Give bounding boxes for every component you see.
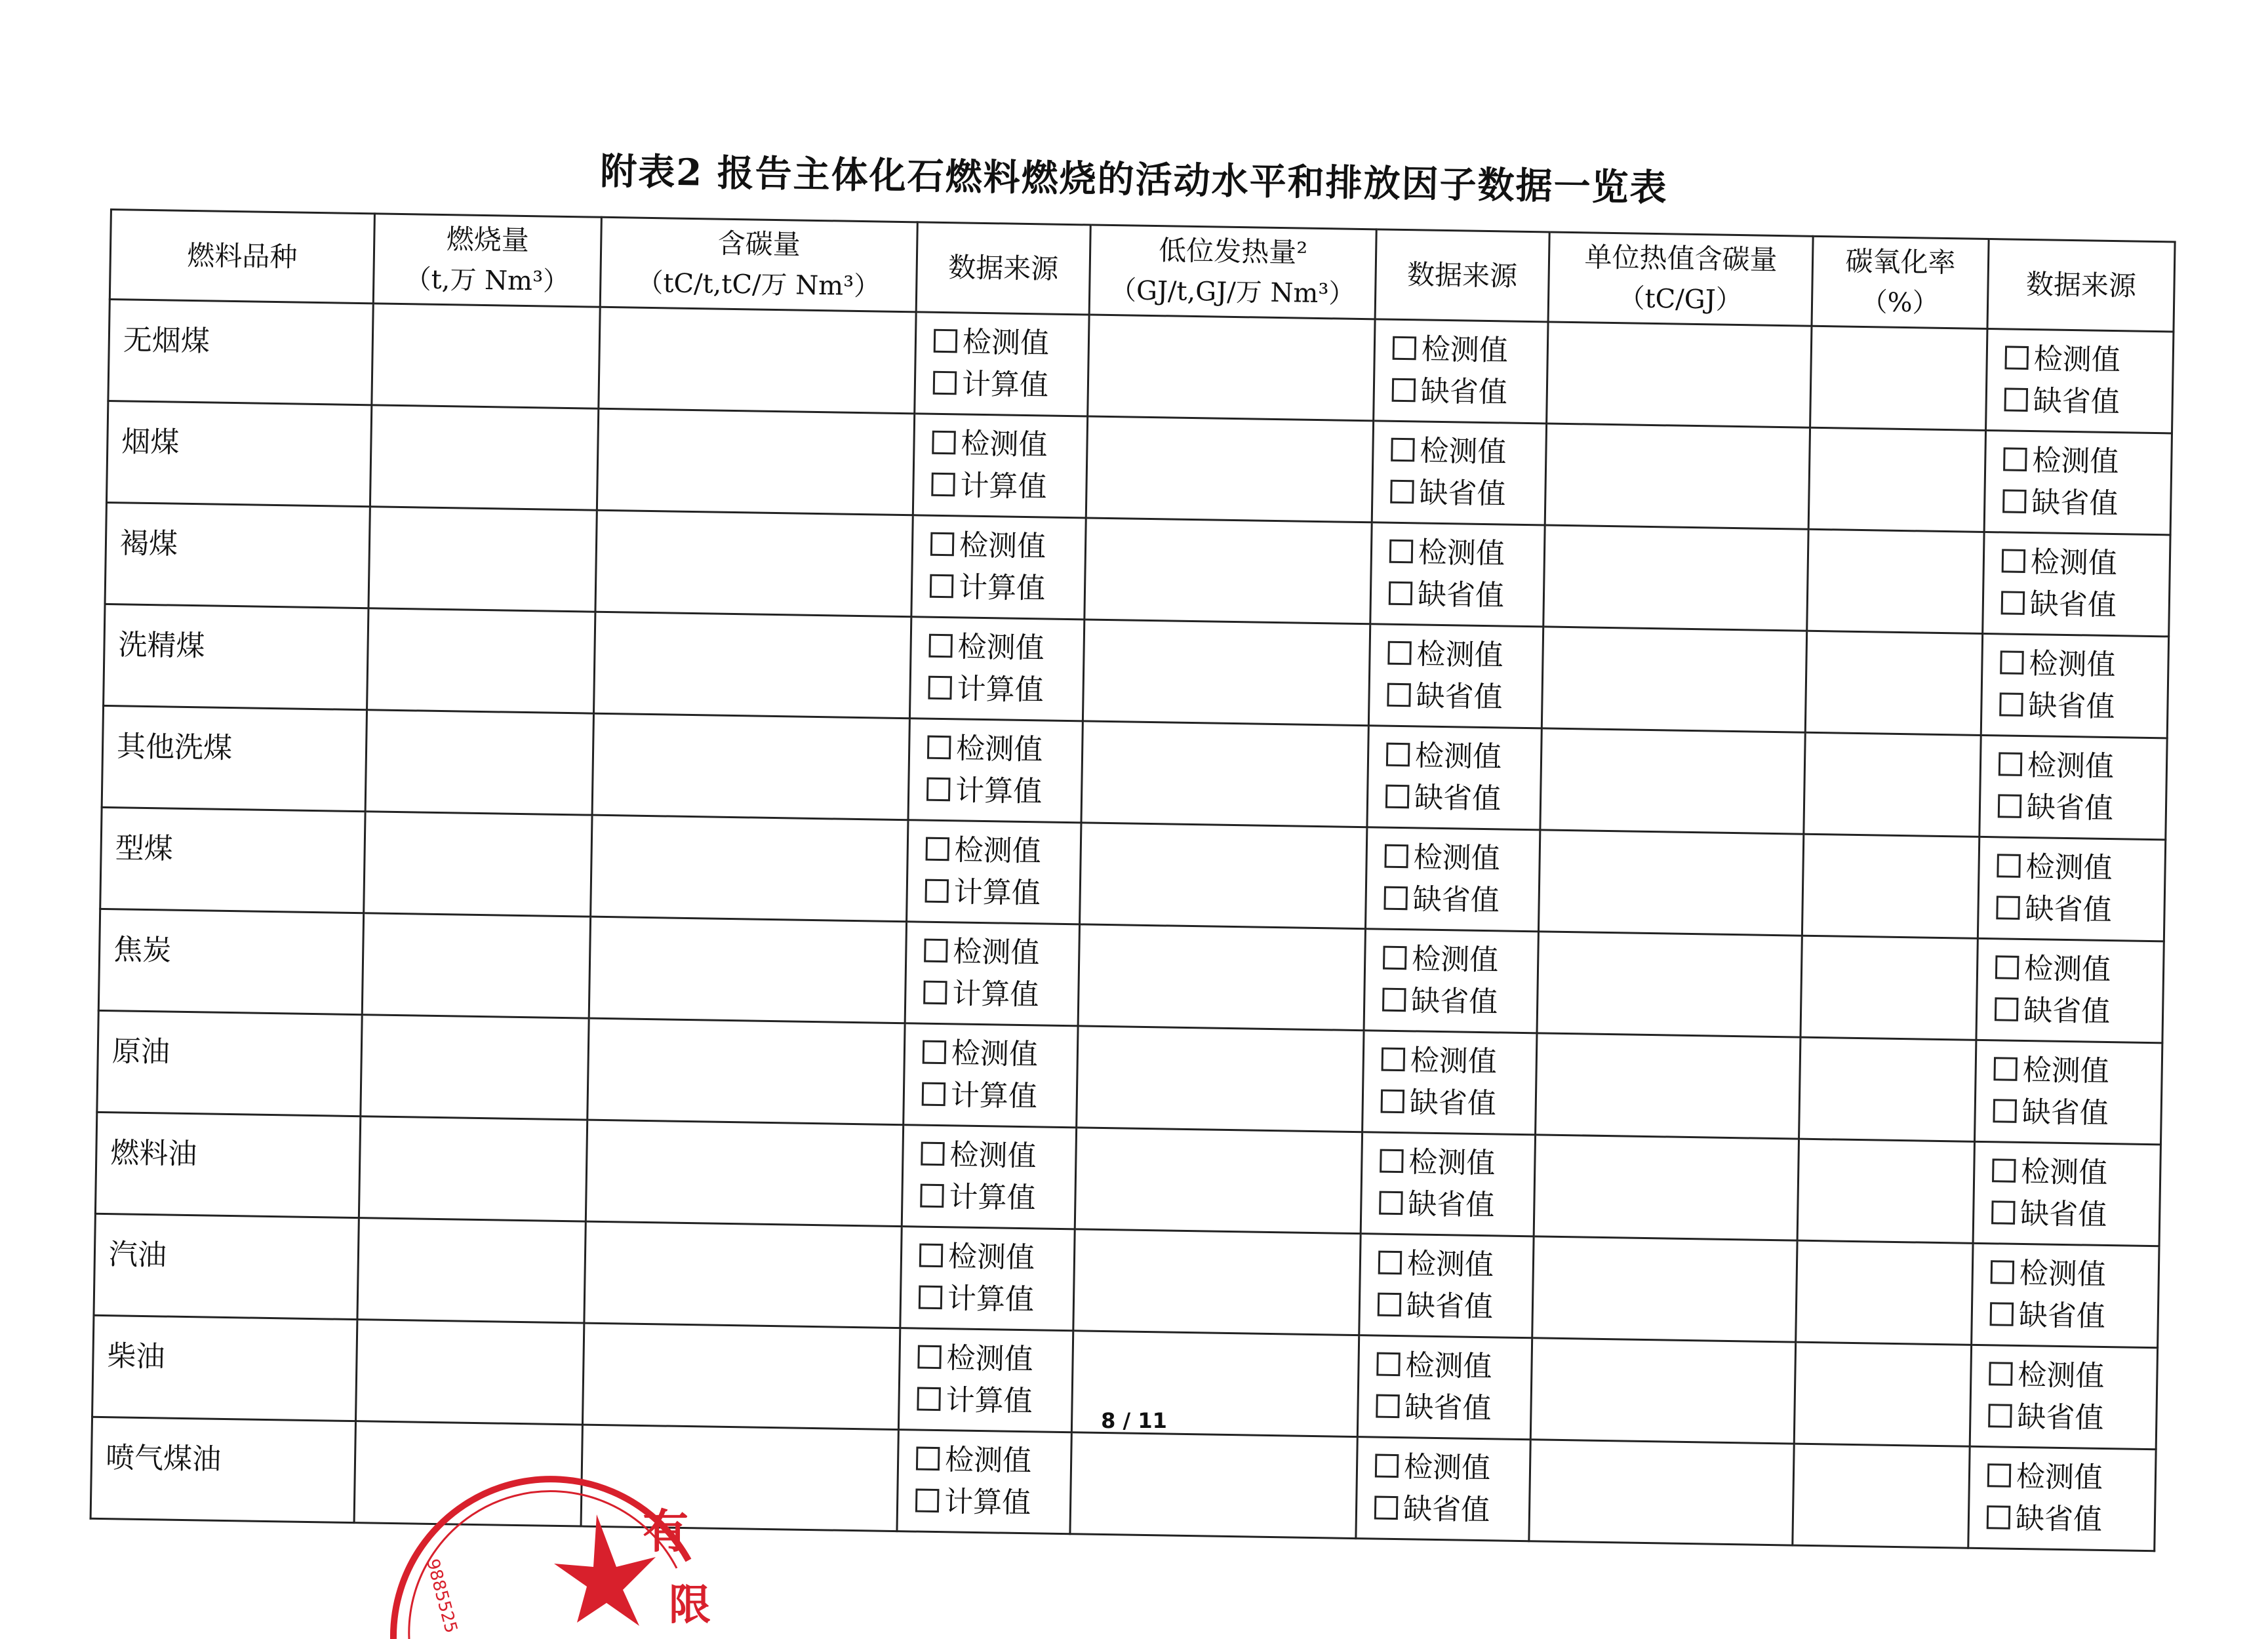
- option-measured[interactable]: 检测值: [1987, 1455, 2155, 1500]
- header-oxidation-rate: 碳氧化率 （%）: [1812, 236, 1989, 328]
- checkbox-icon[interactable]: [2003, 447, 2027, 471]
- header-carbon-per-heat: 单位热值含碳量 （tC/GJ）: [1548, 232, 1813, 326]
- checkbox-icon[interactable]: [928, 676, 952, 700]
- header-data-source-3: 数据来源: [1987, 239, 2175, 332]
- consumption-cell[interactable]: [357, 1218, 586, 1323]
- fuel-type-cell: 喷气煤油: [90, 1417, 355, 1522]
- option-calculated[interactable]: 计算值: [930, 566, 1084, 611]
- checkbox-icon[interactable]: [1390, 480, 1414, 504]
- option-calculated[interactable]: 计算值: [921, 1075, 1076, 1119]
- option-default[interactable]: 缺省值: [1390, 472, 1545, 517]
- red-seal-stamp: [380, 1469, 734, 1639]
- checkbox-icon[interactable]: [925, 879, 949, 903]
- consumption-cell[interactable]: [364, 812, 592, 917]
- oxidation-rate-cell[interactable]: [1805, 631, 1982, 735]
- option-measured[interactable]: 检测值: [925, 829, 1080, 874]
- carbon-content-cell[interactable]: [586, 1120, 903, 1227]
- seal-fragment-2: 限: [669, 1581, 711, 1630]
- emission-data-table: [90, 208, 2176, 1552]
- checkbox-icon[interactable]: [1379, 1191, 1403, 1215]
- oxidation-rate-cell[interactable]: [1793, 1444, 1970, 1548]
- checkbox-icon[interactable]: [1998, 794, 2022, 818]
- carbon-content-cell[interactable]: [589, 917, 906, 1023]
- carbon-per-heat-cell[interactable]: [1532, 1236, 1797, 1342]
- data-source-3-cell: [1972, 1243, 2159, 1347]
- data-source-2-cell: [1372, 421, 1546, 525]
- ncv-cell[interactable]: [1088, 315, 1375, 421]
- checkbox-icon[interactable]: [1380, 1149, 1404, 1174]
- option-measured[interactable]: 检测值: [1989, 1354, 2157, 1398]
- data-source-2-cell: [1356, 1437, 1530, 1541]
- checkbox-icon[interactable]: [1387, 683, 1411, 707]
- option-measured[interactable]: 检测值: [928, 626, 1083, 671]
- option-measured[interactable]: 检测值: [1993, 1049, 2161, 1094]
- checkbox-icon[interactable]: [1997, 854, 2021, 878]
- checkbox-icon[interactable]: [1389, 540, 1414, 564]
- option-default[interactable]: 缺省值: [2002, 481, 2170, 526]
- checkbox-icon[interactable]: [1987, 1463, 2012, 1488]
- consumption-cell[interactable]: [359, 1116, 587, 1221]
- data-source-2-cell: [1367, 726, 1542, 830]
- checkbox-icon[interactable]: [1391, 438, 1415, 462]
- option-measured[interactable]: 检测值: [1378, 1243, 1532, 1288]
- ncv-cell[interactable]: [1081, 721, 1368, 827]
- ncv-cell[interactable]: [1080, 823, 1367, 929]
- data-source-3-cell: [1980, 735, 2167, 839]
- ncv-cell[interactable]: [1084, 518, 1372, 624]
- carbon-per-heat-cell[interactable]: [1543, 525, 1808, 631]
- consumption-cell[interactable]: [362, 913, 590, 1018]
- data-source-3-cell: [1984, 430, 2172, 534]
- fuel-type-cell: 原油: [97, 1010, 362, 1116]
- option-default[interactable]: 缺省值: [1999, 684, 2167, 729]
- option-calculated[interactable]: 计算值: [917, 1379, 1071, 1424]
- option-measured[interactable]: 检测值: [1389, 532, 1543, 576]
- data-source-1-cell: [904, 1023, 1078, 1128]
- oxidation-rate-cell[interactable]: [1810, 326, 1987, 430]
- option-default[interactable]: 缺省值: [2000, 583, 2168, 627]
- checkbox-icon[interactable]: [2002, 549, 2026, 573]
- data-source-3-cell: [1986, 328, 2174, 433]
- option-default[interactable]: 缺省值: [1379, 1183, 1534, 1228]
- option-default[interactable]: 缺省值: [1383, 879, 1538, 923]
- ncv-cell[interactable]: [1083, 620, 1370, 726]
- option-default[interactable]: 缺省值: [1988, 1396, 2156, 1440]
- option-default[interactable]: 缺省值: [1376, 1387, 1530, 1431]
- data-source-1-cell: [915, 312, 1089, 416]
- fuel-type-cell: 柴油: [92, 1315, 357, 1421]
- checkbox-icon[interactable]: [920, 1184, 944, 1208]
- checkbox-icon[interactable]: [1384, 844, 1408, 869]
- oxidation-rate-cell[interactable]: [1802, 834, 1979, 938]
- table-title: 附表2 报告主体化石燃料燃烧的活动水平和排放因子数据一览表: [599, 149, 1669, 210]
- seal-fragment-1: 有: [643, 1504, 688, 1558]
- carbon-per-heat-cell[interactable]: [1545, 424, 1810, 529]
- checkbox-icon[interactable]: [1378, 1251, 1403, 1275]
- checkbox-icon[interactable]: [2001, 591, 2025, 615]
- checkbox-icon[interactable]: [1387, 641, 1412, 665]
- ncv-cell[interactable]: [1073, 1229, 1361, 1335]
- option-default[interactable]: 缺省值: [1388, 574, 1543, 618]
- option-default[interactable]: 缺省值: [1374, 1488, 1529, 1533]
- checkbox-icon[interactable]: [932, 431, 956, 455]
- data-source-3-cell: [1976, 938, 2164, 1042]
- checkbox-icon[interactable]: [1990, 1302, 2014, 1326]
- data-source-1-cell: [913, 414, 1087, 518]
- data-source-1-cell: [911, 515, 1086, 620]
- option-measured[interactable]: 检测值: [1995, 947, 2163, 992]
- checkbox-icon[interactable]: [930, 532, 955, 557]
- data-source-2-cell: [1374, 319, 1548, 424]
- data-source-2-cell: [1365, 827, 1540, 932]
- header-fuel-type: 燃料品种: [109, 210, 374, 304]
- consumption-cell[interactable]: [361, 1015, 589, 1120]
- option-default[interactable]: 缺省值: [1996, 888, 2164, 932]
- option-measured[interactable]: 检测值: [2004, 338, 2172, 382]
- data-source-3-cell: [1968, 1446, 2156, 1550]
- carbon-per-heat-cell[interactable]: [1537, 932, 1802, 1037]
- checkbox-icon[interactable]: [923, 1040, 947, 1065]
- checkbox-icon[interactable]: [2005, 346, 2029, 370]
- option-default[interactable]: 缺省值: [1382, 980, 1537, 1025]
- data-source-1-cell: [902, 1125, 1076, 1229]
- data-source-3-cell: [1974, 1040, 2162, 1144]
- option-measured[interactable]: 检测值: [933, 321, 1088, 366]
- data-source-1-cell: [907, 820, 1081, 924]
- option-measured[interactable]: 检测值: [927, 728, 1082, 772]
- option-measured[interactable]: 检测值: [1380, 1141, 1534, 1186]
- ncv-cell[interactable]: [1070, 1432, 1357, 1539]
- oxidation-rate-cell[interactable]: [1797, 1139, 1974, 1243]
- option-measured[interactable]: 检测值: [1997, 846, 2164, 890]
- option-calculated[interactable]: 计算值: [923, 973, 1078, 1017]
- carbon-content-cell[interactable]: [591, 815, 908, 922]
- data-source-2-cell: [1359, 1234, 1534, 1338]
- header-ncv: 低位发热量² （GJ/t,GJ/万 Nm³）: [1089, 225, 1376, 319]
- option-measured[interactable]: 检测值: [2003, 439, 2171, 484]
- carbon-per-heat-cell[interactable]: [1547, 322, 1812, 427]
- header-data-source-2: 数据来源: [1375, 229, 1549, 322]
- option-calculated[interactable]: 计算值: [932, 363, 1087, 408]
- option-measured[interactable]: 检测值: [1392, 328, 1547, 373]
- option-calculated[interactable]: 计算值: [919, 1278, 1073, 1322]
- checkbox-icon[interactable]: [1383, 886, 1408, 911]
- option-default[interactable]: 缺省值: [1391, 370, 1546, 415]
- option-measured[interactable]: 检测值: [2001, 541, 2169, 585]
- option-default[interactable]: 缺省值: [1385, 777, 1540, 821]
- option-measured[interactable]: 检测值: [2000, 642, 2168, 687]
- option-default[interactable]: 缺省值: [2004, 380, 2172, 424]
- checkbox-icon[interactable]: [931, 473, 955, 497]
- fuel-type-cell: 无烟煤: [108, 300, 373, 405]
- carbon-content-cell[interactable]: [593, 612, 911, 719]
- checkbox-icon[interactable]: [926, 778, 951, 802]
- checkbox-icon[interactable]: [2000, 650, 2024, 675]
- option-default[interactable]: 缺省值: [1989, 1294, 2157, 1339]
- ncv-cell[interactable]: [1075, 1128, 1362, 1234]
- checkbox-icon[interactable]: [1375, 1454, 1399, 1478]
- carbon-content-cell[interactable]: [584, 1221, 902, 1328]
- fuel-type-cell: 烟煤: [106, 401, 371, 506]
- carbon-per-heat-cell[interactable]: [1529, 1440, 1794, 1545]
- option-measured[interactable]: 检测值: [919, 1236, 1074, 1280]
- option-default[interactable]: 缺省值: [1986, 1497, 2154, 1542]
- checkbox-icon[interactable]: [924, 939, 948, 963]
- option-default[interactable]: 缺省值: [1995, 989, 2162, 1034]
- option-calculated[interactable]: 计算值: [928, 668, 1083, 713]
- data-source-3-cell: [1978, 837, 2165, 941]
- checkbox-icon[interactable]: [916, 1447, 940, 1471]
- oxidation-rate-cell[interactable]: [1796, 1240, 1973, 1345]
- consumption-cell[interactable]: [365, 710, 593, 815]
- checkbox-icon[interactable]: [933, 371, 957, 395]
- header-consumption: 燃烧量 （t,万 Nm³）: [373, 214, 601, 307]
- checkbox-icon[interactable]: [927, 736, 951, 760]
- checkbox-icon[interactable]: [1392, 378, 1416, 403]
- data-source-2-cell: [1364, 929, 1538, 1033]
- carbon-content-cell[interactable]: [597, 408, 914, 515]
- data-source-3-cell: [1973, 1141, 2160, 1246]
- data-source-1-cell: [900, 1227, 1075, 1331]
- fuel-type-cell: 型煤: [100, 807, 365, 913]
- option-measured[interactable]: 检测值: [922, 1033, 1077, 1077]
- checkbox-icon[interactable]: [1996, 896, 2020, 920]
- option-measured[interactable]: 检测值: [1383, 938, 1538, 983]
- header-carbon-content: 含碳量 （tC/t,tC/万 Nm³）: [600, 217, 917, 312]
- checkbox-icon[interactable]: [1393, 336, 1417, 361]
- fuel-type-cell: 汽油: [94, 1214, 359, 1319]
- data-source-2-cell: [1368, 624, 1543, 728]
- checkbox-icon[interactable]: [1382, 988, 1406, 1012]
- checkbox-icon[interactable]: [1374, 1496, 1399, 1520]
- checkbox-icon[interactable]: [919, 1286, 943, 1310]
- checkbox-icon[interactable]: [922, 1082, 946, 1107]
- data-source-1-cell: [909, 617, 1084, 721]
- option-measured[interactable]: 检测值: [1391, 430, 1545, 475]
- checkbox-icon[interactable]: [2002, 489, 2027, 513]
- checkbox-icon[interactable]: [1995, 997, 2019, 1021]
- option-measured[interactable]: 检测值: [1381, 1040, 1536, 1084]
- checkbox-icon[interactable]: [1385, 785, 1410, 809]
- ncv-cell[interactable]: [1078, 924, 1365, 1031]
- option-default[interactable]: 缺省值: [1993, 1091, 2160, 1135]
- checkbox-icon[interactable]: [1381, 1090, 1405, 1114]
- option-calculated[interactable]: 计算值: [920, 1176, 1075, 1221]
- checkbox-icon[interactable]: [1378, 1293, 1402, 1317]
- option-measured[interactable]: 检测值: [1386, 735, 1541, 780]
- option-calculated[interactable]: 计算值: [915, 1481, 1070, 1526]
- carbon-per-heat-cell[interactable]: [1538, 830, 1803, 936]
- option-measured[interactable]: 检测值: [1375, 1446, 1530, 1491]
- data-source-2-cell: [1363, 1031, 1537, 1135]
- oxidation-rate-cell[interactable]: [1807, 529, 1984, 633]
- page-number: 8 / 11: [1101, 1408, 1167, 1433]
- option-default[interactable]: 缺省值: [1991, 1193, 2159, 1237]
- checkbox-icon[interactable]: [917, 1345, 942, 1370]
- checkbox-icon[interactable]: [1999, 692, 2023, 717]
- checkbox-icon[interactable]: [1386, 743, 1410, 767]
- option-measured[interactable]: 检测值: [930, 524, 1085, 569]
- option-default[interactable]: 缺省值: [1380, 1082, 1535, 1126]
- data-source-1-cell: [905, 922, 1079, 1026]
- oxidation-rate-cell[interactable]: [1800, 936, 1978, 1040]
- option-measured[interactable]: 检测值: [1376, 1345, 1531, 1389]
- checkbox-icon[interactable]: [1993, 1099, 2017, 1123]
- data-source-3-cell: [1983, 532, 2170, 636]
- checkbox-icon[interactable]: [919, 1244, 944, 1268]
- checkbox-icon[interactable]: [1382, 1048, 1406, 1072]
- carbon-per-heat-cell[interactable]: [1534, 1135, 1799, 1240]
- checkbox-icon[interactable]: [917, 1387, 941, 1412]
- data-table-container: [90, 208, 2174, 1552]
- carbon-content-cell[interactable]: [599, 307, 916, 414]
- option-default[interactable]: 缺省值: [1998, 786, 2166, 831]
- option-calculated[interactable]: 计算值: [926, 770, 1081, 814]
- fuel-type-cell: 褐煤: [105, 502, 370, 608]
- fuel-type-cell: 其他洗煤: [102, 705, 367, 811]
- checkbox-icon[interactable]: [1999, 752, 2023, 776]
- checkbox-icon[interactable]: [2004, 387, 2028, 412]
- data-source-1-cell: [908, 719, 1083, 823]
- consumption-cell[interactable]: [372, 304, 600, 408]
- option-measured[interactable]: 检测值: [917, 1337, 1072, 1382]
- checkbox-icon[interactable]: [1991, 1200, 2016, 1225]
- data-source-3-cell: [1970, 1345, 2157, 1449]
- option-measured[interactable]: 检测值: [916, 1439, 1071, 1484]
- data-source-1-cell: [897, 1430, 1071, 1534]
- checkbox-icon[interactable]: [1989, 1362, 2013, 1386]
- option-measured[interactable]: 检测值: [1990, 1252, 2158, 1297]
- option-measured[interactable]: 检测值: [1384, 837, 1539, 881]
- checkbox-icon[interactable]: [930, 574, 954, 599]
- checkbox-icon[interactable]: [1991, 1260, 2015, 1284]
- carbon-per-heat-cell[interactable]: [1542, 627, 1806, 732]
- oxidation-rate-cell[interactable]: [1804, 732, 1981, 837]
- checkbox-icon[interactable]: [928, 634, 953, 658]
- data-source-2-cell: [1361, 1132, 1535, 1236]
- oxidation-rate-cell[interactable]: [1808, 427, 1985, 532]
- option-calculated[interactable]: 计算值: [931, 465, 1086, 509]
- seal-code-number: 9885525: [422, 1556, 462, 1636]
- checkbox-icon[interactable]: [921, 1142, 945, 1166]
- data-source-2-cell: [1370, 523, 1545, 627]
- option-default[interactable]: 缺省值: [1387, 675, 1542, 720]
- checkbox-icon[interactable]: [1376, 1353, 1401, 1377]
- consumption-cell[interactable]: [368, 507, 597, 612]
- option-measured[interactable]: 检测值: [1999, 744, 2166, 789]
- option-measured[interactable]: 检测值: [1992, 1151, 2160, 1195]
- carbon-content-cell[interactable]: [595, 510, 913, 617]
- fuel-type-cell: 洗精煤: [104, 604, 368, 709]
- checkbox-icon[interactable]: [1987, 1505, 2011, 1530]
- carbon-content-cell[interactable]: [592, 713, 909, 820]
- consumption-cell[interactable]: [367, 608, 595, 713]
- option-calculated[interactable]: 计算值: [925, 871, 1079, 916]
- checkbox-icon[interactable]: [926, 837, 950, 861]
- checkbox-icon[interactable]: [915, 1489, 940, 1513]
- checkbox-icon[interactable]: [934, 329, 958, 353]
- checkbox-icon[interactable]: [1995, 955, 2019, 979]
- option-measured[interactable]: 检测值: [932, 423, 1086, 467]
- data-source-3-cell: [1981, 633, 2168, 738]
- option-default[interactable]: 缺省值: [1377, 1285, 1532, 1330]
- carbon-per-heat-cell[interactable]: [1540, 728, 1805, 834]
- checkbox-icon[interactable]: [923, 981, 947, 1005]
- checkbox-icon[interactable]: [1389, 582, 1413, 606]
- option-measured[interactable]: 检测值: [921, 1134, 1075, 1179]
- fuel-type-cell: 燃料油: [95, 1112, 360, 1217]
- fuel-type-cell: 焦炭: [98, 909, 363, 1014]
- table-body: [90, 300, 2174, 1551]
- option-measured[interactable]: 检测值: [924, 931, 1079, 976]
- ncv-cell[interactable]: [1077, 1026, 1364, 1132]
- header-data-source-1: 数据来源: [916, 222, 1090, 315]
- carbon-per-heat-cell[interactable]: [1536, 1033, 1800, 1139]
- option-measured[interactable]: 检测值: [1387, 633, 1542, 678]
- checkbox-icon[interactable]: [1992, 1158, 2016, 1183]
- carbon-content-cell[interactable]: [587, 1018, 905, 1125]
- checkbox-icon[interactable]: [1383, 946, 1407, 970]
- oxidation-rate-cell[interactable]: [1799, 1037, 1976, 1141]
- ncv-cell[interactable]: [1086, 416, 1373, 523]
- checkbox-icon[interactable]: [1993, 1057, 2018, 1081]
- consumption-cell[interactable]: [370, 405, 598, 510]
